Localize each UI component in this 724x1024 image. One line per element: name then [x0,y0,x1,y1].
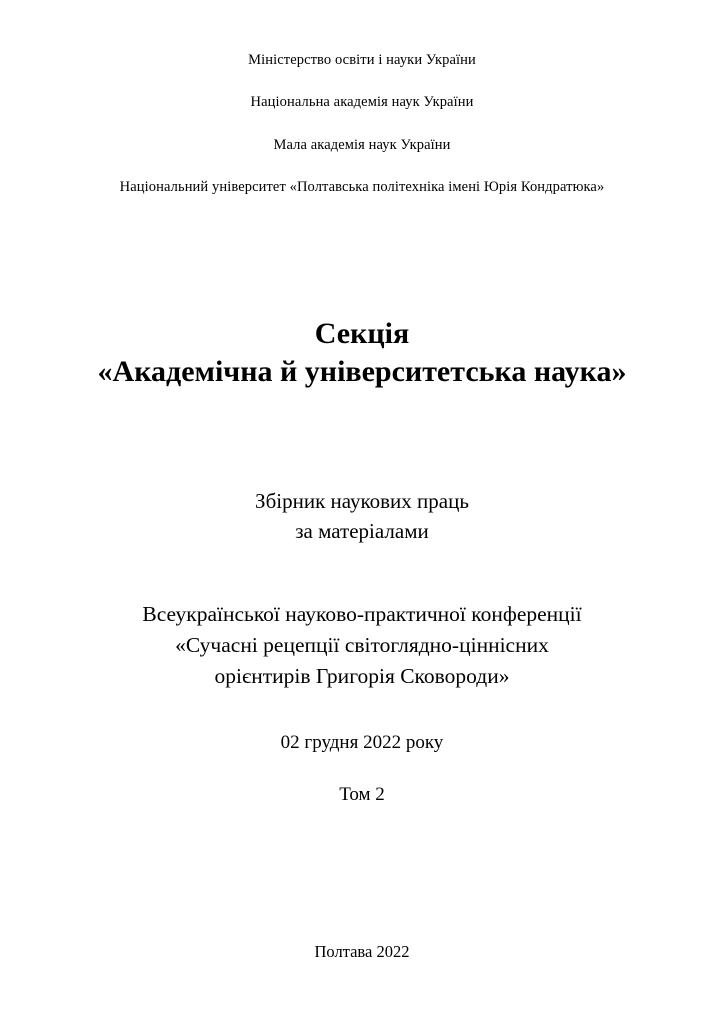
organization-line-1: Міністерство освіти і науки України [248,52,476,68]
collection-line-2: за матеріалами [295,519,429,544]
section-title: «Академічна й університетська наука» [97,354,627,388]
conference-line-1: Всеукраїнської науково-практичної конференції [142,601,582,626]
publication-place-year: Полтава 2022 [314,942,410,961]
conference-line-2: «Сучасні рецепції світоглядно-ціннісних [175,633,549,658]
conference-line-3: орієнтирів Григорія Сковороди» [214,664,510,689]
collection-line-1: Збірник наукових праць [255,489,469,514]
organization-line-4: Національний університет «Полтавська політехніка імені Юрія Кондратюка» [119,179,605,196]
section-block [60,315,664,392]
conference-date: 02 грудня 2022 року [280,732,444,754]
section-label: Секція [314,316,410,350]
organization-line-3: Мала академія наук України [273,136,451,153]
collection-block [60,487,664,547]
conference-block [60,599,664,693]
organizations-block [60,0,664,197]
volume-label: Том 2 [339,784,385,806]
organization-line-2: Національна академія наук України [250,94,474,111]
